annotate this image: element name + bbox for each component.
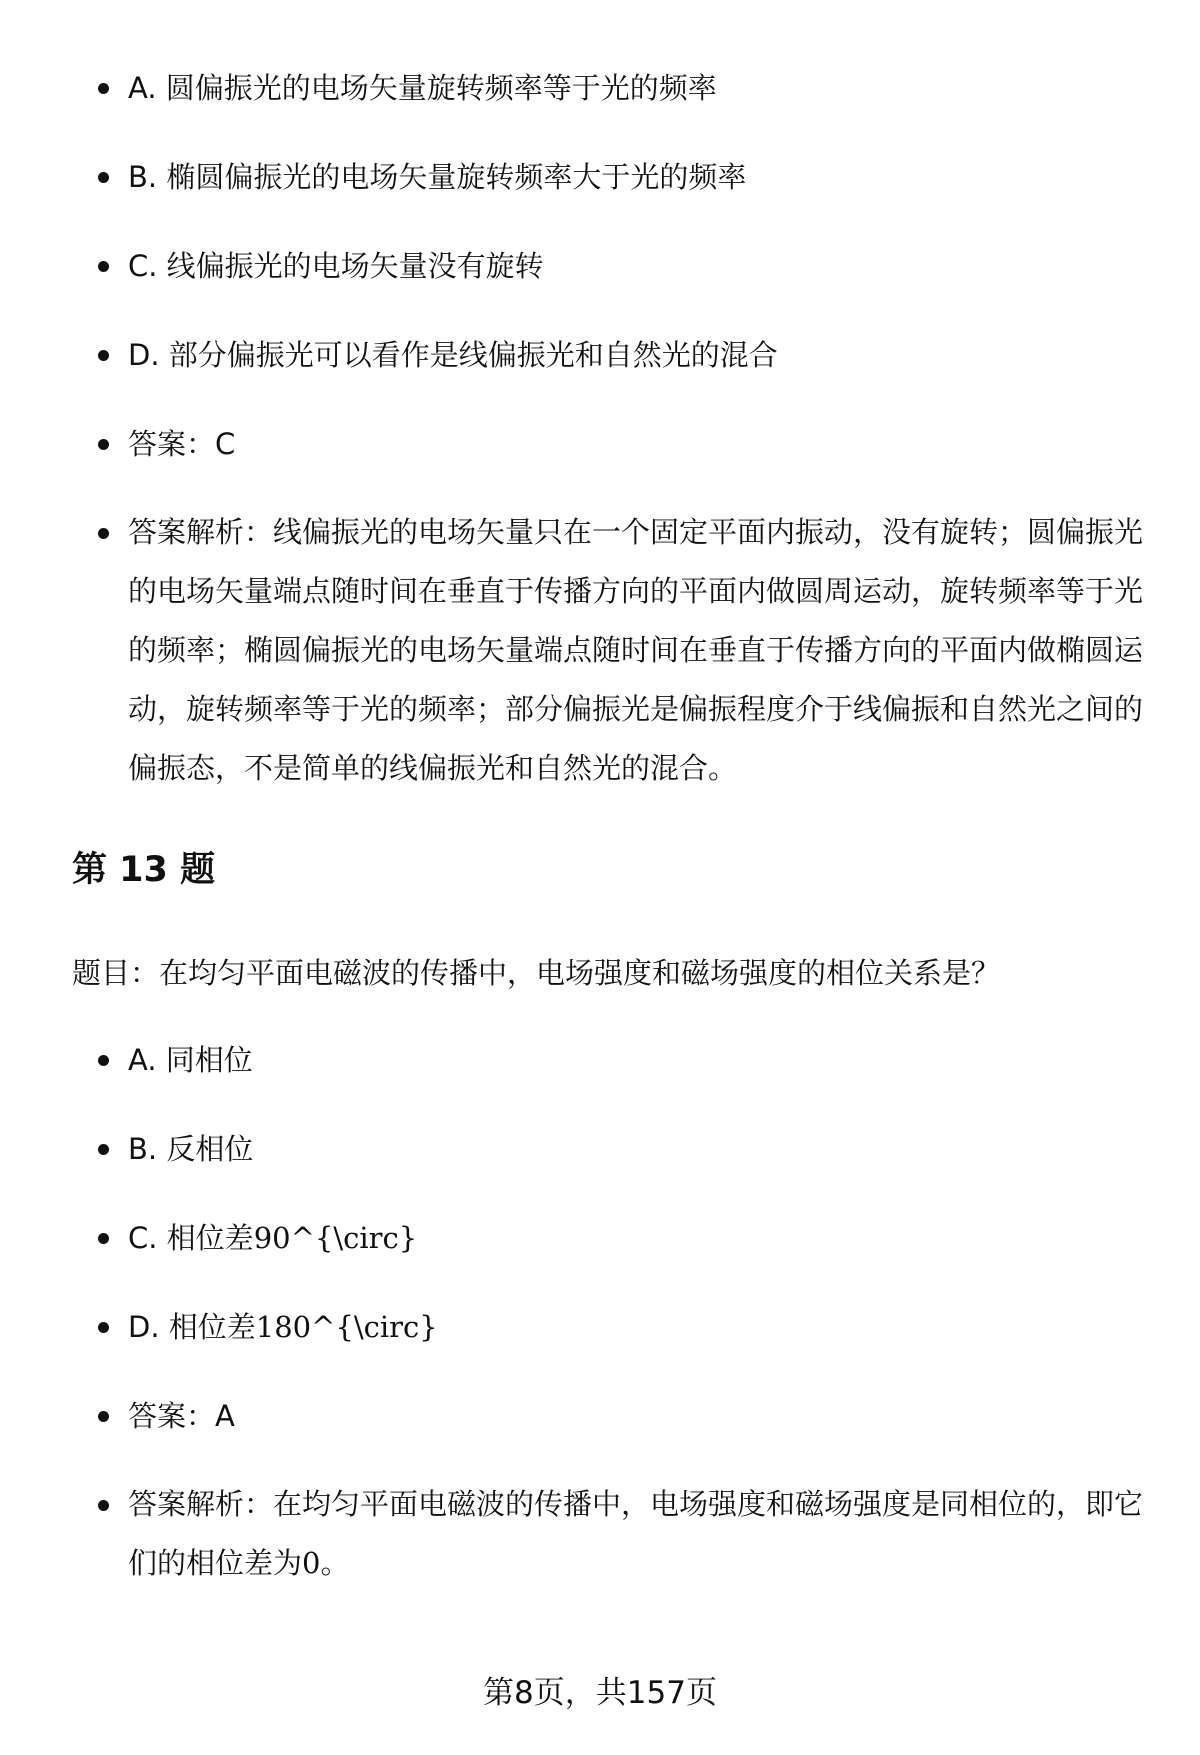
q13-option-b-text: B. 反相位 <box>128 1132 254 1166</box>
q12-option-c-text: C. 线偏振光的电场矢量没有旋转 <box>128 249 544 283</box>
q12-option-a <box>96 58 1146 118</box>
q13-option-d-text: D. 相位差 <box>128 1310 256 1344</box>
q13-explanation <box>96 1475 1146 1593</box>
q13-explanation-end: 。 <box>320 1546 350 1580</box>
q12-option-d-text: D. 部分偏振光可以看作是线偏振光和自然光的混合 <box>128 338 778 372</box>
bullet-icon <box>98 1411 109 1422</box>
q13-explanation-math: 0 <box>302 1546 321 1580</box>
q13-option-list <box>96 1030 1146 1622</box>
bullet-icon <box>98 1144 109 1155</box>
q13-option-c-math: 90^{\circ} <box>253 1221 418 1255</box>
bullet-icon <box>98 350 109 361</box>
bullet-icon <box>98 1055 109 1066</box>
bullet-icon <box>98 261 109 272</box>
bullet-icon <box>98 439 109 450</box>
q12-option-b <box>96 147 1146 207</box>
q13-option-c <box>96 1208 1146 1268</box>
q12-explanation-text: 答案解析：线偏振光的电场矢量只在一个固定平面内振动，没有旋转；圆偏振光的电场矢量端点随时间在垂直于传播方向的平面内做圆周运动，旋转频率等于光的频率；椭圆偏振光的电场矢量端点随时间在垂直于传播方向的平面内做椭圆运动，旋转频率等于光的频率；部分偏振光是偏振程度介于线偏振和自然光之间的偏振态，不是简单的线偏振光和自然光的混合。 <box>128 515 1144 785</box>
q13-explanation-text: 答案解析：在均匀平面电磁波的传播中，电场强度和磁场强度是同相位的，即它们的相位差为 <box>128 1487 1144 1580</box>
q12-option-a-text: A. 圆偏振光的电场矢量旋转频率等于光的频率 <box>128 71 717 105</box>
bullet-icon <box>98 1233 109 1244</box>
q13-option-a <box>96 1030 1146 1090</box>
bullet-icon <box>98 172 109 183</box>
bullet-icon <box>98 528 109 539</box>
q13-option-d <box>96 1297 1146 1357</box>
q12-option-d <box>96 325 1146 385</box>
q13-option-a-text: A. 同相位 <box>128 1043 253 1077</box>
question-13-heading: 第 13 题 <box>72 850 216 890</box>
bullet-icon <box>98 1500 109 1511</box>
q13-option-d-math: 180^{\circ} <box>255 1310 438 1344</box>
page-footer: 第8页，共157页 <box>483 1675 717 1711</box>
q13-option-b <box>96 1119 1146 1179</box>
bullet-icon <box>98 1322 109 1333</box>
q12-option-c <box>96 236 1146 296</box>
q12-answer <box>96 414 1146 474</box>
q13-option-c-text: C. 相位差 <box>128 1221 254 1255</box>
bullet-icon <box>98 83 109 94</box>
q12-option-b-text: B. 椭圆偏振光的电场矢量旋转频率大于光的频率 <box>128 160 747 194</box>
q13-answer <box>96 1386 1146 1446</box>
q12-explanation <box>96 503 1146 798</box>
q12-option-list <box>96 58 1146 827</box>
question-13-text: 题目：在均匀平面电磁波的传播中，电场强度和磁场强度的相位关系是？ <box>72 956 1001 990</box>
q12-answer-text: 答案：C <box>128 427 236 461</box>
q13-answer-text: 答案：A <box>128 1399 235 1433</box>
